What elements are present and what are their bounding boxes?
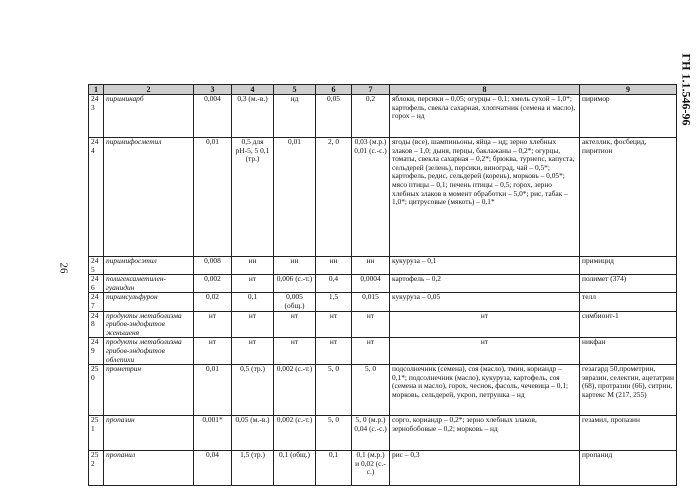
cell-products: сорго, кориандр – 0,2*; зерно хлебных злаков, зернобобовые – 0,2; морковь – нд <box>390 416 580 451</box>
cell-col6: 0,05 <box>316 95 352 138</box>
cell-col5: 0,005 (общ.) <box>274 293 316 311</box>
header-cell: 8 <box>390 85 580 95</box>
cell-col4: нн <box>232 257 274 275</box>
cell-col3: нт <box>194 311 232 338</box>
cell-trade-names: телл <box>580 293 677 311</box>
substance-name: пиримсульфурон <box>104 293 194 311</box>
cell-trade-names: гезамил, пропазин <box>580 416 677 451</box>
cell-trade-names: гезагард 50,прометрин, эвразин, селектин, ацетатрин (68), протразин (66), ситрин, картекс М (217, 255) <box>580 365 677 416</box>
cell-col5: нд <box>274 95 316 138</box>
cell-col6: нт <box>316 338 352 365</box>
table-row <box>89 338 677 365</box>
cell-products: картофель – 0,2 <box>390 275 580 293</box>
cell-col3: 0,004 <box>194 95 232 138</box>
table-row <box>89 275 677 293</box>
cell-products: рис – 0,3 <box>390 451 580 486</box>
cell-col4: нт <box>232 338 274 365</box>
cell-col7: нн <box>352 257 390 275</box>
cell-col5: 0,1 (общ.) <box>274 451 316 486</box>
table-row <box>89 293 677 311</box>
cell-products: подсолнечник (семена), соя (масло), тмин, кориандр – 0,1*; подсолнечник (масло), кукуруза, картофель, соя (семена и масло), горох, чеснок, фасоль, чечевица – 0,1; морковь, сельдерей, укроп, петрушка – нд <box>390 365 580 416</box>
cell-products: кукуруза – 0,05 <box>390 293 580 311</box>
row-number: 247 <box>89 293 104 311</box>
cell-col3: 0,002 <box>194 275 232 293</box>
table-row <box>89 95 677 138</box>
cell-col7: 0,1 (м.р.) и 0,02 (с.-с.) <box>352 451 390 486</box>
cell-col7: нт <box>352 338 390 365</box>
cell-col4: 0,5 (тр.) <box>232 365 274 416</box>
cell-col3: 0,02 <box>194 293 232 311</box>
cell-col3: нт <box>194 338 232 365</box>
header-cell: 7 <box>352 85 390 95</box>
row-number: 248 <box>89 311 104 338</box>
cell-col7: нт <box>352 311 390 338</box>
cell-trade-names: никфан <box>580 338 677 365</box>
row-number: 246 <box>89 275 104 293</box>
table-row <box>89 311 677 338</box>
cell-col7: 0,03 (м.р.) 0,01 (с.-с.) <box>352 138 390 257</box>
cell-col6: 0,4 <box>316 275 352 293</box>
table-row <box>89 138 677 257</box>
cell-products: яблоки, персики – 0,05; огурцы – 0,1; хмель сухой – 1,0*; картофель, свекла сахарная, хлопчатник (семена и масло), горох – нд <box>390 95 580 138</box>
header-cell: 9 <box>580 85 677 95</box>
cell-trade-names: симбионт-1 <box>580 311 677 338</box>
row-number: 243 <box>89 95 104 138</box>
row-number: 251 <box>89 416 104 451</box>
substance-name: продукты метаболизма грибов-эндофитов женьшеня <box>104 311 194 338</box>
cell-col6: 5, 0 <box>316 365 352 416</box>
cell-products: ягоды (все), шампиньоны, яйца – нд; зерно хлебных злаков – 1,0; дыня, перцы, баклажаны – 0,2*; огурцы, томаты, свекла сахарная – 0,2*; брюква, турнепс, капуста, сельдерей (зелень), персики, виноград, чай – 0,5*; картофель, редис, сельдерей (корень), морковь – 0,05*; мясо птицы – 0,1; печень птицы – 0,5; горох, зерно хлебных злаков в момент обработки – 5,0*; рис, табак – 1,0*; цитрусовые (мякоть) – 0,1* <box>390 138 580 257</box>
cell-col6: 5, 0 <box>316 416 352 451</box>
table-header-row <box>89 85 677 95</box>
header-cell: 4 <box>232 85 274 95</box>
cell-col4: нт <box>232 311 274 338</box>
cell-col4: 0,05 (м.-в.) <box>232 416 274 451</box>
cell-col5: 0,002 (с.-т.) <box>274 365 316 416</box>
cell-products: нт <box>390 338 580 365</box>
cell-col6: нт <box>316 311 352 338</box>
cell-col7: 5, 0 <box>352 365 390 416</box>
cell-col4: 0,3 (м.-в.) <box>232 95 274 138</box>
cell-trade-names: примицид <box>580 257 677 275</box>
document-reference: ГН 1.1.546-96 <box>679 53 694 126</box>
substance-name: пиримифосметил <box>104 138 194 257</box>
row-number: 245 <box>89 257 104 275</box>
cell-col7: 5, 0 (м.р.) 0,04 (с.-с.) <box>352 416 390 451</box>
cell-col3: 0,04 <box>194 451 232 486</box>
cell-trade-names: пропанид <box>580 451 677 486</box>
cell-col7: 0,2 <box>352 95 390 138</box>
cell-products: кукуруза – 0,1 <box>390 257 580 275</box>
substance-name: прометрин <box>104 365 194 416</box>
header-cell: 3 <box>194 85 232 95</box>
cell-col5: нт <box>274 311 316 338</box>
cell-col5: 0,006 (с.-т.) <box>274 275 316 293</box>
table-row <box>89 451 677 486</box>
header-cell: 5 <box>274 85 316 95</box>
header-cell: 2 <box>104 85 194 95</box>
header-cell: 1 <box>89 85 104 95</box>
cell-trade-names: пиримор <box>580 95 677 138</box>
substance-name: пиримикарб <box>104 95 194 138</box>
header-cell: 6 <box>316 85 352 95</box>
row-number: 249 <box>89 338 104 365</box>
row-number: 252 <box>89 451 104 486</box>
hygiene-standards-table <box>88 84 677 486</box>
table-row <box>89 416 677 451</box>
cell-products: нт <box>390 311 580 338</box>
cell-col6: нн <box>316 257 352 275</box>
table-row <box>89 257 677 275</box>
substance-name: пропанил <box>104 451 194 486</box>
cell-col3: 0,008 <box>194 257 232 275</box>
cell-col4: 0,5 для рН-5, 5 0,1 (тр.) <box>232 138 274 257</box>
page-number: 26 <box>57 262 70 274</box>
cell-col5: нт <box>274 338 316 365</box>
cell-col5: 0,01 <box>274 138 316 257</box>
cell-col4: нт <box>232 275 274 293</box>
row-number: 250 <box>89 365 104 416</box>
cell-col7: 0,015 <box>352 293 390 311</box>
cell-col6: 2, 0 <box>316 138 352 257</box>
cell-col3: 0,001* <box>194 416 232 451</box>
cell-trade-names: полимет (374) <box>580 275 677 293</box>
table-row <box>89 365 677 416</box>
cell-col3: 0,01 <box>194 138 232 257</box>
cell-col6: 0,1 <box>316 451 352 486</box>
row-number: 244 <box>89 138 104 257</box>
cell-trade-names: актеллик, фосбецид, пиритион <box>580 138 677 257</box>
substance-name: пиримифосэтил <box>104 257 194 275</box>
substance-name: пропазин <box>104 416 194 451</box>
cell-col5: 0,002 (с.-т.) <box>274 416 316 451</box>
cell-col6: 1,5 <box>316 293 352 311</box>
cell-col4: 0,1 <box>232 293 274 311</box>
substance-name: продукты метаболизма грибов-эндофитов облепихи <box>104 338 194 365</box>
substance-name: полигексаметилен-гуанидин <box>104 275 194 293</box>
cell-col4: 1,5 (тр.) <box>232 451 274 486</box>
cell-col5: нн <box>274 257 316 275</box>
cell-col3: 0,01 <box>194 365 232 416</box>
cell-col7: 0,0004 <box>352 275 390 293</box>
